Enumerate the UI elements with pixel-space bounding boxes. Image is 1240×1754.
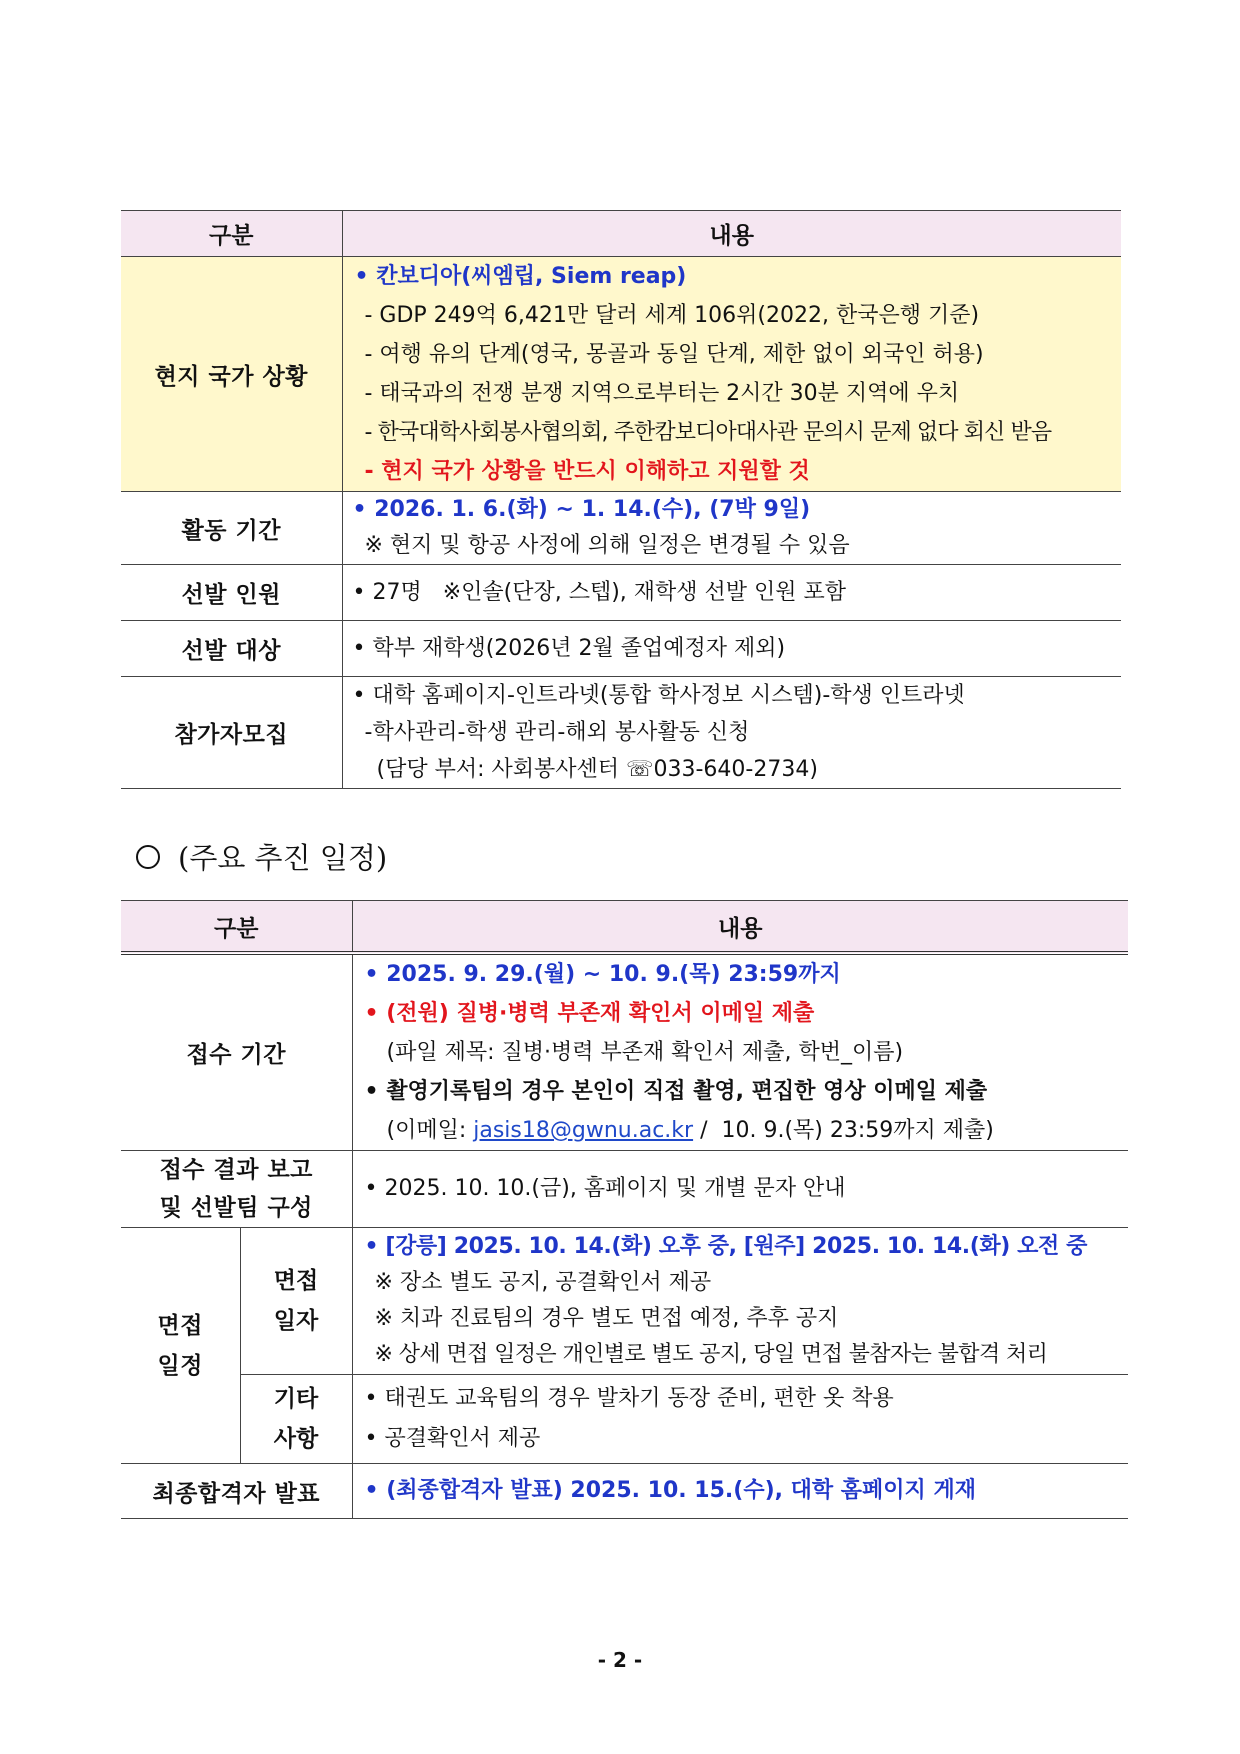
sub-label xyxy=(240,1375,352,1464)
table-row xyxy=(121,565,1121,621)
content-line: - 한국대학사회봉사협의회, 주한캄보디아대사관 문의시 문제 없다 회신 받음 xyxy=(364,420,1052,445)
content-line: -학사관리-학생 관리-해외 봉사활동 신청 xyxy=(364,720,750,745)
content-line: • 학부 재학생(2026년 2월 졸업예정자 제외) xyxy=(352,635,786,661)
content-line: - 현지 국가 상황을 반드시 이해하고 지원할 것 xyxy=(364,459,810,484)
table-row xyxy=(121,953,1128,1151)
row-label-line: 일정 xyxy=(157,1352,203,1379)
content-line: • 칸보디아(씨엠립, Siem reap) xyxy=(354,264,687,289)
content-line: ※ 상세 면접 일정은 개인별로 별도 공지, 당일 면접 불참자는 불합격 처리 xyxy=(374,1342,1048,1367)
content-line: • 촬영기록팀의 경우 본인이 직접 촬영, 편집한 영상 이메일 제출 xyxy=(364,1079,988,1104)
row-content xyxy=(352,1228,1128,1375)
row-content xyxy=(342,565,1121,621)
content-line: • [강릉] 2025. 10. 14.(화) 오후 중, [원주] 2025. 10. 14.(화) 오전 중 xyxy=(364,1234,1087,1259)
content-line: ※ 장소 별도 공지, 공결확인서 제공 xyxy=(374,1270,712,1295)
content-line: • 2025. 10. 10.(금), 홈페이지 및 개별 문자 안내 xyxy=(364,1176,846,1202)
email-link[interactable]: jasis18@gwnu.ac.kr xyxy=(473,1118,694,1143)
sub-label-line: 일자 xyxy=(273,1308,319,1334)
page-number: - 2 - xyxy=(597,1648,643,1672)
row-label: 참가자모집 xyxy=(121,677,342,789)
row-label: 활동 기간 xyxy=(121,492,342,565)
row-label xyxy=(121,1151,352,1228)
row-label: 접수 기간 xyxy=(121,953,352,1151)
row-content xyxy=(342,677,1121,789)
table-header xyxy=(121,211,1121,257)
content-line: (담당 부서: 사회봉사센터 ☏033-640-2734) xyxy=(376,757,818,782)
table-row xyxy=(121,1151,1128,1228)
header-category: 구분 xyxy=(121,901,352,954)
content-line: • 2025. 9. 29.(월) ~ 10. 9.(목) 23:59까지 xyxy=(364,962,841,987)
content-line: ※ 현지 및 항공 사정에 의해 일정은 변경될 수 있음 xyxy=(364,533,850,558)
table-row xyxy=(121,1228,1128,1375)
content-line: - 태국과의 전쟁 분쟁 지역으로부터는 2시간 30분 지역에 우치 xyxy=(364,381,960,406)
table-row xyxy=(121,257,1121,492)
content-line: • (최종합격자 발표) 2025. 10. 15.(수), 대학 홈페이지 게재 xyxy=(364,1478,976,1504)
content-line xyxy=(365,1111,1129,1150)
section-title xyxy=(136,836,387,877)
header-category: 구분 xyxy=(121,211,342,257)
header-content: 내용 xyxy=(342,211,1121,257)
row-content xyxy=(352,1151,1128,1228)
row-label-line: 및 선발팀 구성 xyxy=(159,1195,313,1221)
content-line: - 여행 유의 단계(영국, 몽골과 동일 단계, 제한 없이 외국인 허용) xyxy=(364,342,984,367)
table-row xyxy=(121,1464,1128,1519)
row-label: 현지 국가 상황 xyxy=(121,257,342,492)
table-row xyxy=(121,677,1121,789)
row-label: 최종합격자 발표 xyxy=(121,1464,352,1519)
content-line: • 2026. 1. 6.(화) ~ 1. 14.(수), (7박 9일) xyxy=(352,497,811,522)
row-content xyxy=(342,621,1121,677)
table-row xyxy=(121,1375,1128,1464)
content-line: • (전원) 질병·병력 부존재 확인서 이메일 제출 xyxy=(364,1001,815,1026)
circle-bullet-icon xyxy=(136,845,160,869)
table-row xyxy=(121,492,1121,565)
row-label: 선발 인원 xyxy=(121,565,342,621)
content-line: • 27명 ※인솔(단장, 스텝), 재학생 선발 인원 포함 xyxy=(352,579,847,605)
schedule-table xyxy=(121,900,1128,1519)
sub-label-line: 면접 xyxy=(273,1268,319,1294)
sub-label-line: 사항 xyxy=(273,1426,319,1452)
email-prefix: (이메일: xyxy=(386,1118,474,1143)
row-content xyxy=(342,257,1121,492)
content-line: • 태권도 교육팀의 경우 발차기 동장 준비, 편한 옷 착용 xyxy=(364,1386,894,1411)
sub-label xyxy=(240,1228,352,1375)
row-content xyxy=(342,492,1121,565)
content-line: • 공결확인서 제공 xyxy=(364,1426,541,1451)
row-content xyxy=(352,1375,1128,1464)
table-header xyxy=(121,901,1128,954)
table-row xyxy=(121,621,1121,677)
content-line: • 대학 홈페이지-인트라넷(통합 학사정보 시스템)-학생 인트라넷 xyxy=(352,683,965,708)
email-suffix: / 10. 9.(목) 23:59까지 제출) xyxy=(693,1118,994,1143)
row-content xyxy=(352,953,1128,1151)
row-label: 선발 대상 xyxy=(121,621,342,677)
row-label-line: 접수 결과 보고 xyxy=(159,1157,313,1183)
content-line: (파일 제목: 질병·병력 부존재 확인서 제출, 학번_이름) xyxy=(386,1040,904,1065)
row-label-line: 면접 xyxy=(157,1312,203,1339)
row-content xyxy=(352,1464,1128,1519)
header-content: 내용 xyxy=(352,901,1128,954)
content-line: ※ 치과 진료팀의 경우 별도 면접 예정, 추후 공지 xyxy=(374,1306,839,1331)
content-line: - GDP 249억 6,421만 달러 세계 106위(2022, 한국은행 기준) xyxy=(364,303,980,328)
info-table xyxy=(121,210,1121,789)
sub-label-line: 기타 xyxy=(273,1386,319,1412)
section-title-text: (주요 추진 일정) xyxy=(178,841,388,875)
row-label xyxy=(121,1228,240,1464)
